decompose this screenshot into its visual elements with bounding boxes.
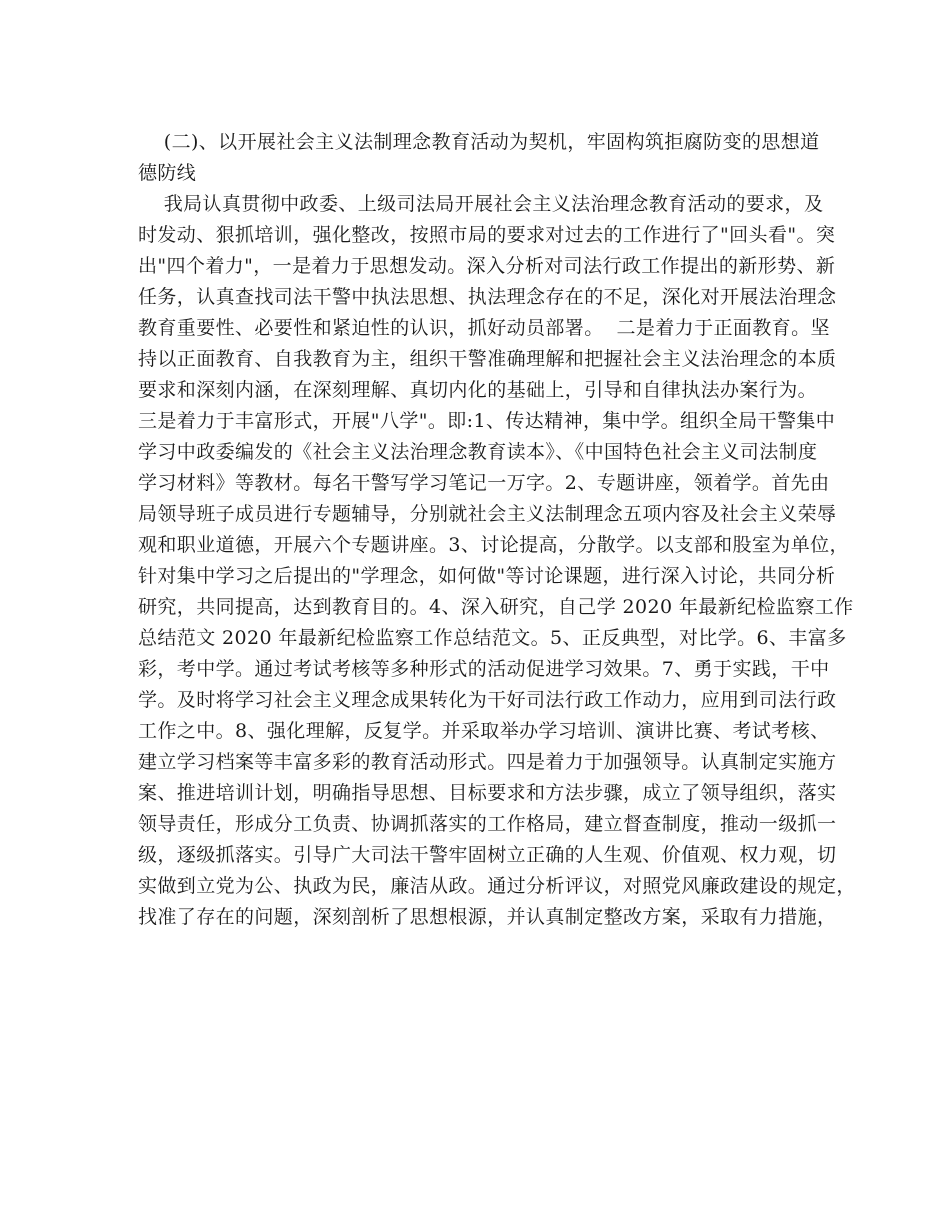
text-line: 总结范文 2020 年最新纪检监察工作总结范文。5、正反典型，对比学。6、丰富多	[138, 627, 847, 649]
text-line: 找准了存在的问题，深刻剖析了思想根源，并认真制定整改方案，采取有力措施，	[138, 906, 837, 928]
text-line: (二)、以开展社会主义法制理念教育活动为契机，牢固构筑拒腐防变的思想道	[138, 131, 820, 153]
text-line: 德防线	[138, 162, 197, 184]
text-line: 彩，考中学。通过考试考核等多种形式的活动促进学习效果。7、勇于实践，干中	[138, 658, 830, 680]
text-line: 建立学习档案等丰富多彩的教育活动形式。四是着力于加强领导。认真制定实施方	[138, 751, 837, 773]
text-line: 学。及时将学习社会主义理念成果转化为干好司法行政工作动力，应用到司法行政	[138, 689, 837, 711]
text-line: 三是着力于丰富形式，开展"八学"。即:1、传达精神，集中学。组织全局干警集中	[138, 410, 836, 432]
text-line: 教育重要性、必要性和紧迫性的认识，抓好动员部署。 二是着力于正面教育。坚	[138, 317, 830, 339]
text-line: 针对集中学习之后提出的"学理念，如何做"等讨论课题，进行深入讨论，共同分析	[138, 565, 836, 587]
text-line: 研究，共同提高，达到教育目的。4、深入研究，自己学 2020 年最新纪检监察工作	[138, 596, 854, 618]
text-line: 持以正面教育、自我教育为主，组织干警准确理解和把握社会主义法治理念的本质	[138, 348, 837, 370]
section-heading	[138, 127, 820, 189]
text-line: 局领导班子成员进行专题辅导，分别就社会主义法制理念五项内容及社会主义荣辱	[138, 503, 837, 525]
text-line: 学习中政委编发的《社会主义法治理念教育读本》、《中国特色社会主义司法制度	[138, 441, 818, 463]
document-body	[138, 127, 856, 933]
text-line: 领导责任，形成分工负责、协调抓落实的工作格局，建立督查制度，推动一级抓一	[138, 813, 837, 835]
text-line: 时发动、狠抓培训，强化整改，按照市局的要求对过去的工作进行了"回头看"。突	[138, 224, 836, 246]
text-line: 级，逐级抓落实。引导广大司法干警牢固树立正确的人生观、价值观、权力观，切	[138, 844, 837, 866]
text-line: 任务，认真查找司法干警中执法思想、执法理念存在的不足，深化对开展法治理念	[138, 286, 837, 308]
text-line: 实做到立党为公、执政为民，廉洁从政。通过分析评议，对照党风廉政建设的规定，	[138, 875, 856, 897]
text-line: 案、推进培训计划，明确指导思想、目标要求和方法步骤，成立了领导组织，落实	[138, 782, 837, 804]
body-paragraph	[138, 189, 856, 933]
text-line: 学习材料》等教材。每名干警写学习笔记一万字。2、专题讲座，领着学。首先由	[138, 472, 830, 494]
text-line: 要求和深刻内涵，在深刻理解、真切内化的基础上，引导和自律执法办案行为。	[138, 379, 818, 401]
text-line: 我局认真贯彻中政委、上级司法局开展社会主义法治理念教育活动的要求，及	[138, 193, 824, 215]
text-line: 出"四个着力"，一是着力于思想发动。深入分析对司法行政工作提出的新形势、新	[138, 255, 836, 277]
text-line: 工作之中。8、强化理解，反复学。并采取举办学习培训、演讲比赛、考试考核、	[138, 720, 830, 742]
text-line: 观和职业道德，开展六个专题讲座。3、讨论提高，分散学。以支部和股室为单位，	[138, 534, 849, 556]
